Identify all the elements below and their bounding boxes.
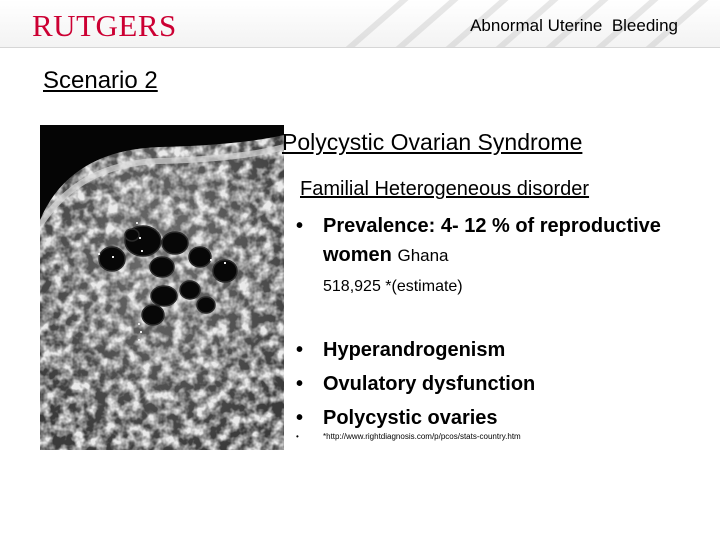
footnote	[290, 432, 521, 442]
feature-list	[290, 333, 535, 435]
bullet-icon: •	[296, 339, 304, 361]
subheading: Familial Heterogeneous disorder	[300, 178, 590, 200]
prevalence-label: Prevalence: 4- 12 % of reproductive women	[323, 215, 661, 266]
ultrasound-image	[40, 125, 284, 450]
feature-label: Hyperandrogenism	[323, 339, 506, 361]
rutgers-logo: RUTGERS	[32, 8, 177, 43]
header-band	[0, 0, 720, 48]
footnote-url: *http://www.rightdiagnosis.com/p/pcos/stats-country.htm	[323, 432, 521, 441]
prevalence-estimate: 518,925 *(estimate)	[323, 278, 463, 295]
feature-item	[290, 401, 535, 435]
scenario-label: Scenario 2	[43, 67, 158, 94]
bullet-icon: •	[296, 215, 304, 237]
slide-heading: Polycystic Ovarian Syndrome	[282, 129, 583, 155]
prevalence-list	[290, 212, 720, 298]
prevalence-item	[290, 212, 720, 298]
prevalence-region: Ghana	[397, 246, 449, 265]
feature-item	[290, 367, 535, 401]
bullet-icon: •	[296, 432, 299, 441]
bullet-icon: •	[296, 407, 304, 429]
deck-title: Abnormal Uterine Bleeding	[470, 16, 678, 35]
feature-label: Ovulatory dysfunction	[323, 373, 536, 395]
bullet-icon: •	[296, 373, 304, 395]
feature-item	[290, 333, 535, 367]
feature-label: Polycystic ovaries	[323, 407, 498, 429]
